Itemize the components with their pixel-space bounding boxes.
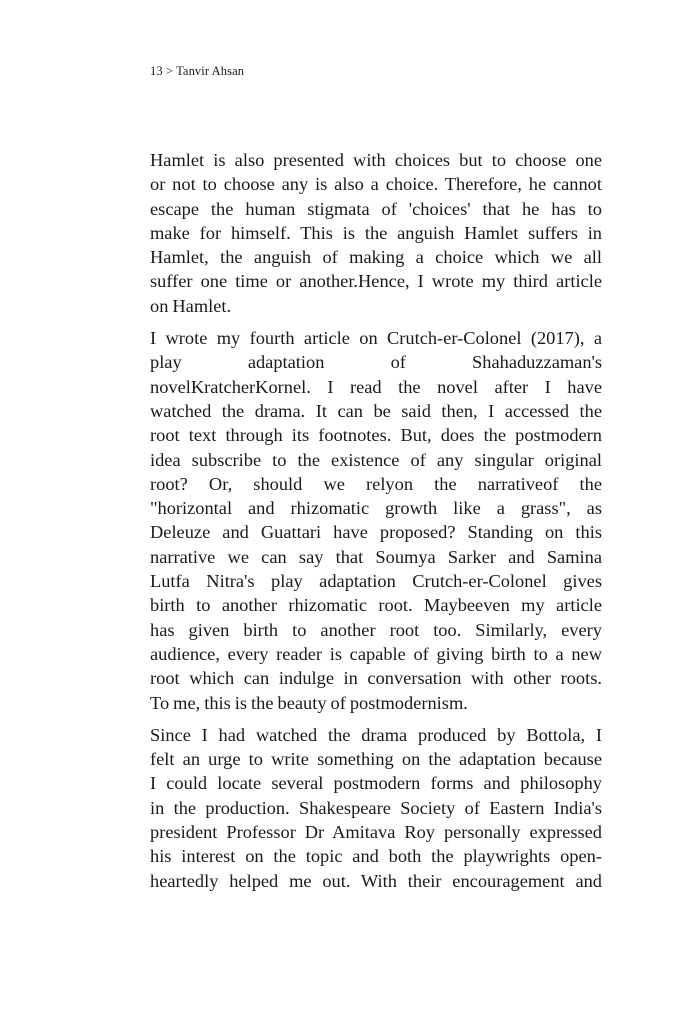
text-line: suffer one time or another.Hence, I wrote my third article (150, 271, 602, 292)
text-line: audience, every reader is capable of giving birth to a new (150, 643, 602, 664)
text-line: novelKratcherKornel. I read the novel after I have (150, 376, 602, 397)
text-line: felt an urge to write something on the adaptation because (150, 749, 602, 770)
text-line: has given birth to another root too. Similarly, every (150, 619, 602, 640)
text-line: president Professor Dr Amitava Roy personally expressed (150, 822, 602, 843)
text-line: or not to choose any is also a choice. Therefore, he cannot (150, 174, 602, 195)
text-line: root text through its footnotes. But, does the postmodern (150, 425, 602, 446)
text-line: Since I had watched the drama produced by Bottola, I (150, 724, 602, 745)
text-line: play adaptation of Shahaduzzaman's (150, 352, 602, 373)
text-line: make for himself. This is the anguish Hamlet suffers in (150, 222, 602, 243)
text-line: I wrote my fourth article on Crutch-er-Colonel (2017), a (150, 328, 602, 349)
text-line: in the production. Shakespeare Society of Eastern India's (150, 797, 602, 818)
text-line: Lutfa Nitra's play adaptation Crutch-er-Colonel gives (150, 571, 602, 592)
text-line: narrative we can say that Soumya Sarker and Samina (150, 546, 602, 567)
text-line: Hamlet is also presented with choices but to choose one (150, 150, 602, 170)
text-line: on Hamlet. (150, 295, 232, 316)
body-text (150, 148, 602, 901)
paragraph (150, 723, 602, 893)
paragraph (150, 148, 602, 318)
text-line: I could locate several postmodern forms and philosophy (150, 773, 602, 794)
running-head: 13 > Tanvir Ahsan (150, 64, 245, 78)
text-line: his interest on the topic and both the playwrights open- (150, 846, 602, 867)
text-line: idea subscribe to the existence of any singular original (150, 449, 602, 470)
text-line: watched the drama. It can be said then, I accessed the (150, 400, 602, 421)
text-line: heartedly helped me out. With their encouragement and (150, 870, 602, 891)
text-line: birth to another rhizomatic root. Maybeeven my article (150, 595, 602, 616)
text-line: "horizontal and rhizomatic growth like a grass", as (150, 498, 602, 519)
text-line: root? Or, should we relyon the narrativeof the (150, 473, 602, 494)
text-line: escape the human stigmata of 'choices' that he has to (150, 198, 602, 219)
text-line: Hamlet, the anguish of making a choice which we all (150, 247, 602, 268)
text-line: To me, this is the beauty of postmodernism. (150, 692, 468, 713)
paragraph (150, 326, 602, 715)
text-line: Deleuze and Guattari have proposed? Standing on this (150, 522, 602, 543)
text-line: root which can indulge in conversation with other roots. (150, 668, 602, 689)
